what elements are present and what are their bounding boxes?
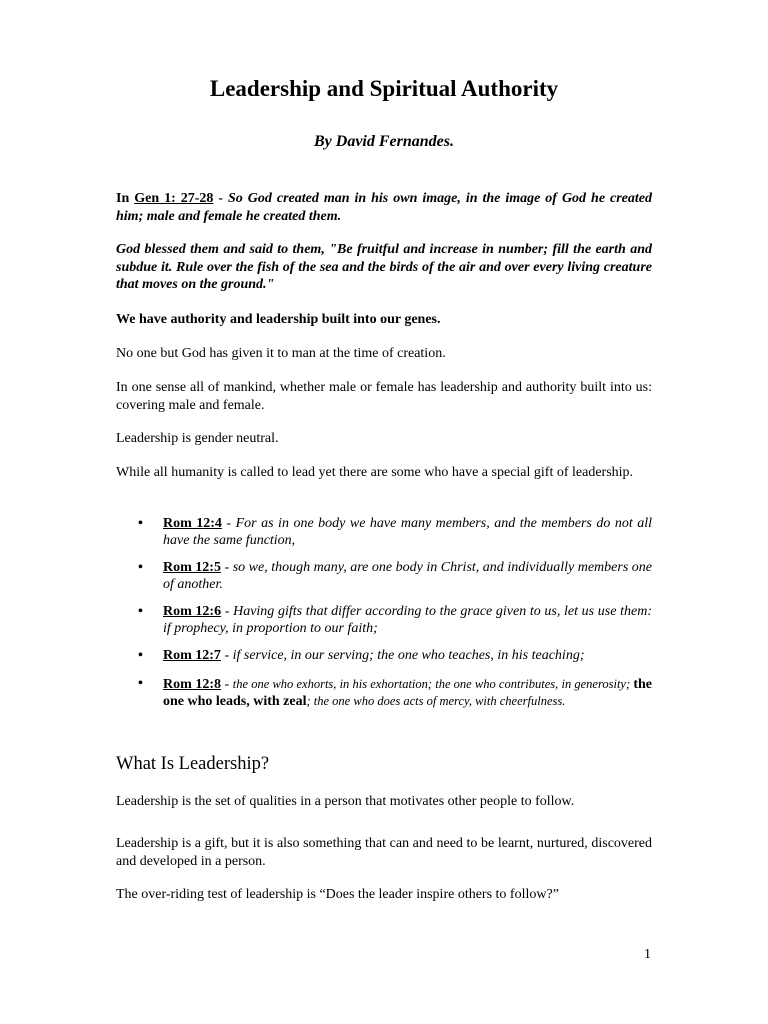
list-item xyxy=(138,560,652,593)
scripture-reference: Rom 12:7 xyxy=(163,648,221,663)
paragraph-genesis xyxy=(116,190,652,225)
page-number: 1 xyxy=(644,947,651,962)
scripture-reference: Rom 12:5 xyxy=(163,560,221,575)
scripture-reference: Rom 12:4 xyxy=(163,516,222,531)
paragraph-test: The over-riding test of leadership is “Does the leader inspire others to follow?” xyxy=(116,887,559,902)
paragraph-blessing: God blessed them and said to them, "Be fruitful and increase in number; fill the earth and subdue it. Rule over the fish of the sea and the birds of the air and over every living creature that moves on the ground." xyxy=(116,242,652,292)
list-item xyxy=(138,516,652,549)
scripture-reference: Rom 12:8 xyxy=(163,676,221,692)
scripture-reference-genesis: Gen 1: 27-28 xyxy=(134,191,214,206)
list-item xyxy=(138,604,652,637)
bullet-icon: • xyxy=(138,560,143,575)
ref-separator: - xyxy=(220,560,233,575)
scripture-reference: Rom 12:6 xyxy=(163,604,222,619)
scripture-text: ; the one who does acts of mercy, with cheerfulness. xyxy=(306,694,566,708)
scripture-text: so we, though many, are one body in Christ, and individually members one of another. xyxy=(163,560,652,592)
ref-separator: - xyxy=(221,516,236,531)
genesis-quote: So God created man in his own image, in the image of God he created him; male and female he created them. xyxy=(116,191,652,224)
para-dash: - xyxy=(213,191,229,206)
paragraph-creation: No one but God has given it to man at the time of creation. xyxy=(116,346,446,361)
paragraph-mankind: In one sense all of mankind, whether male or female has leadership and authority built into us: covering male and female. xyxy=(116,380,652,413)
ref-separator: - xyxy=(220,648,233,663)
ref-separator: - xyxy=(221,676,233,692)
paragraph-authority-genes: We have authority and leadership built into our genes. xyxy=(116,312,441,327)
bullet-icon: • xyxy=(138,516,143,531)
scripture-text-emphasis: the one who leads, with zeal xyxy=(163,676,652,709)
paragraph-special-gift: While all humanity is called to lead yet there are some who have a special gift of leadership. xyxy=(116,465,634,480)
ref-separator: - xyxy=(221,604,234,619)
bullet-icon: • xyxy=(138,675,143,691)
scripture-text: if service, in our serving; the one who teaches, in his teaching; xyxy=(232,648,585,663)
scripture-text: For as in one body we have many members, and the members do not all have the same function, xyxy=(163,516,653,548)
author-line: By David Fernandes. xyxy=(314,133,454,150)
section-heading: What Is Leadership? xyxy=(116,754,270,774)
para-lead: In xyxy=(116,191,135,206)
scripture-text: Having gifts that differ according to the grace given to us, let us use them: if prophecy, in proportion to our faith; xyxy=(163,604,652,636)
paragraph-gender-neutral: Leadership is gender neutral. xyxy=(116,431,279,446)
document-title: Leadership and Spiritual Authority xyxy=(209,76,559,101)
paragraph-gift: Leadership is a gift, but it is also something that can and need to be learnt, nurtured, discovered and developed in a person. xyxy=(116,836,652,869)
scripture-text: the one who exhorts, in his exhortation; the one who contributes, in generosity; xyxy=(232,676,634,691)
bullet-icon: • xyxy=(138,648,143,663)
list-item xyxy=(138,676,652,711)
list-item xyxy=(138,648,652,665)
paragraph-definition: Leadership is the set of qualities in a person that motivates other people to follow. xyxy=(116,794,575,809)
romans-bullet-list xyxy=(138,516,652,722)
bullet-icon: • xyxy=(138,604,143,619)
